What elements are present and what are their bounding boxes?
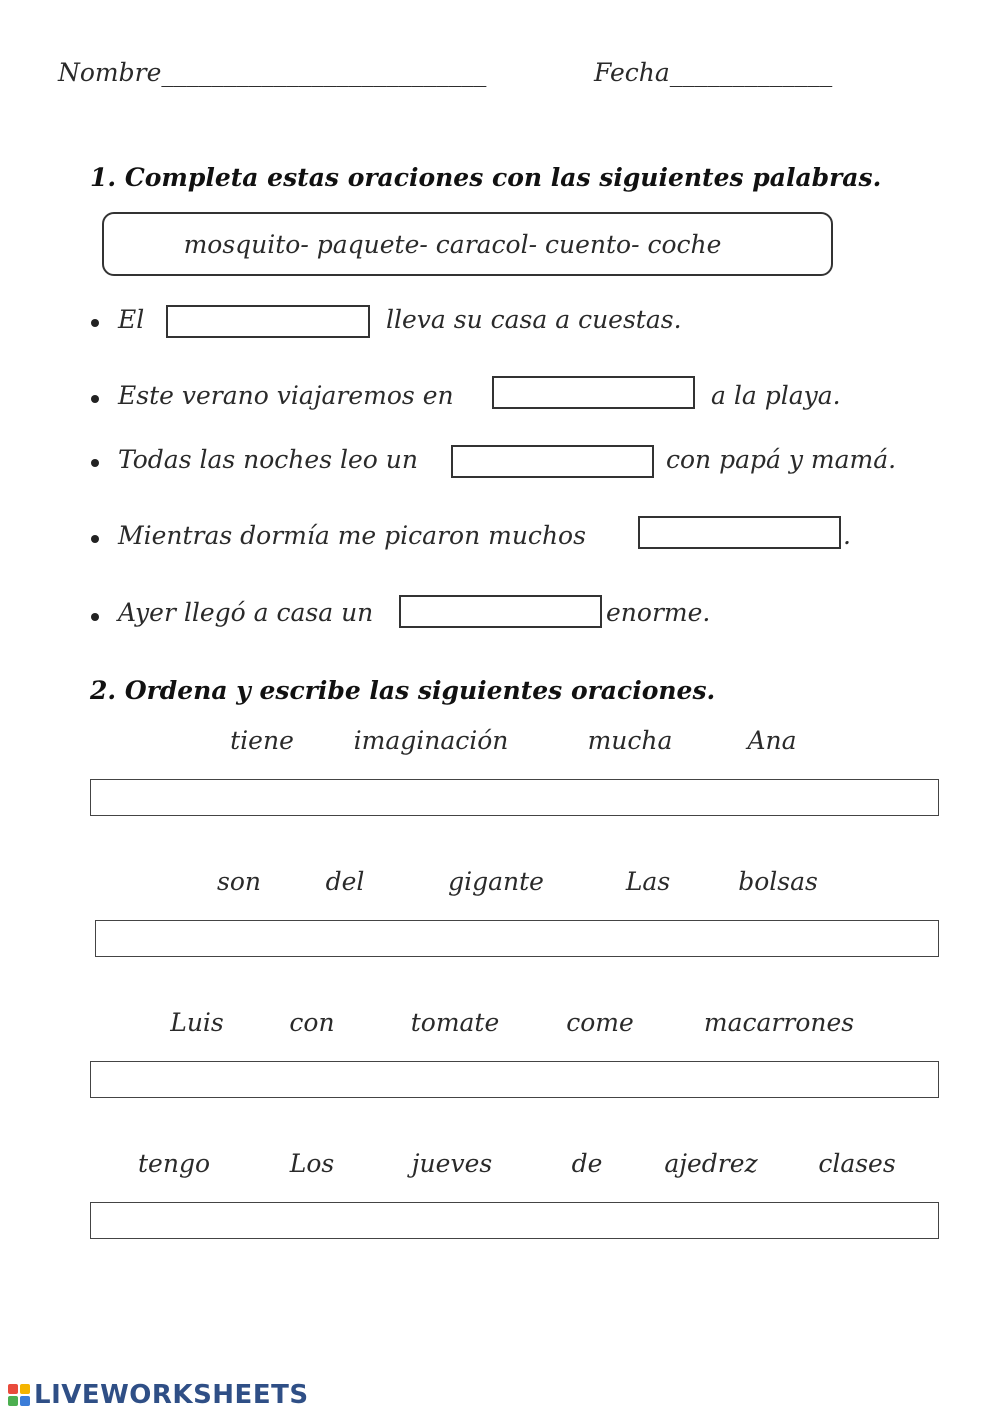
scrambled-word: del	[325, 867, 365, 896]
word-bank-box	[102, 212, 833, 276]
exercise1-instruction: Completa estas oraciones con las siguientes palabras.	[124, 163, 882, 192]
logo-icon	[8, 1384, 30, 1406]
scrambled-word: tomate	[410, 1008, 500, 1037]
bullet	[91, 395, 99, 403]
scrambled-word: jueves	[411, 1149, 493, 1178]
sentence-1-after: lleva su casa a cuestas.	[386, 305, 682, 334]
sentence-5-before: Ayer llegó a casa un	[118, 598, 374, 627]
scrambled-word: con	[289, 1008, 335, 1037]
sentence-3-before: Todas las noches leo un	[118, 445, 418, 474]
logo-square	[20, 1384, 30, 1394]
sentence-4-after: .	[843, 521, 851, 550]
date-label	[594, 58, 832, 87]
exercise2-heading	[90, 676, 715, 705]
scrambled-word: gigante	[448, 867, 544, 896]
sentence-3-after: con papá y mamá.	[666, 445, 897, 474]
logo-square	[8, 1396, 18, 1406]
sentence-4-before: Mientras dormía me picaron muchos	[118, 521, 586, 550]
logo-square	[8, 1384, 18, 1394]
scrambled-word: macarrones	[703, 1008, 855, 1037]
bullet	[91, 535, 99, 543]
sentence-1-blank[interactable]	[166, 305, 370, 338]
scrambled-word: mucha	[587, 726, 673, 755]
name-label-text: Nombre	[58, 58, 162, 87]
scrambled-word: bolsas	[738, 867, 818, 896]
scrambled-word: clases	[818, 1149, 896, 1178]
name-label	[58, 58, 486, 87]
name-line: __________________________	[161, 58, 487, 87]
scrambled-word: de	[571, 1149, 603, 1178]
answer-field-1[interactable]	[90, 779, 939, 816]
answer-field-4[interactable]	[90, 1202, 939, 1239]
scrambled-word: Luis	[170, 1008, 224, 1037]
sentence-1-before: El	[118, 305, 145, 334]
logo-text: LIVEWORKSHEETS	[34, 1380, 309, 1410]
sentence-3-blank[interactable]	[451, 445, 654, 478]
scrambled-word: ajedrez	[664, 1149, 758, 1178]
bullet	[91, 459, 99, 467]
date-label-text: Fecha	[594, 58, 670, 87]
scrambled-word: Los	[289, 1149, 335, 1178]
scrambled-word: Ana	[747, 726, 797, 755]
scrambled-word: tiene	[230, 726, 294, 755]
liveworksheets-logo[interactable]	[8, 1380, 309, 1410]
word-bank: mosquito- paquete- caracol- cuento- coche	[183, 229, 722, 259]
exercise1-heading	[90, 163, 881, 192]
scrambled-word: son	[217, 867, 261, 896]
sentence-2-after: a la playa.	[711, 381, 841, 410]
scrambled-word: tengo	[138, 1149, 210, 1178]
exercise1-number: 1.	[90, 163, 117, 192]
answer-field-3[interactable]	[90, 1061, 939, 1098]
scrambled-word: come	[566, 1008, 634, 1037]
scrambled-word: imaginación	[353, 726, 509, 755]
sentence-5-blank[interactable]	[399, 595, 602, 628]
logo-square	[20, 1396, 30, 1406]
scrambled-word: Las	[625, 867, 671, 896]
sentence-4-blank[interactable]	[638, 516, 841, 549]
exercise2-number: 2.	[90, 676, 117, 705]
bullet	[91, 613, 99, 621]
sentence-2-before: Este verano viajaremos en	[118, 381, 454, 410]
date-line: _____________	[669, 58, 833, 87]
sentence-2-blank[interactable]	[492, 376, 695, 409]
exercise2-instruction: Ordena y escribe las siguientes oraciones.	[124, 676, 716, 705]
bullet	[91, 319, 99, 327]
answer-field-2[interactable]	[95, 920, 939, 957]
sentence-5-after: enorme.	[606, 598, 711, 627]
